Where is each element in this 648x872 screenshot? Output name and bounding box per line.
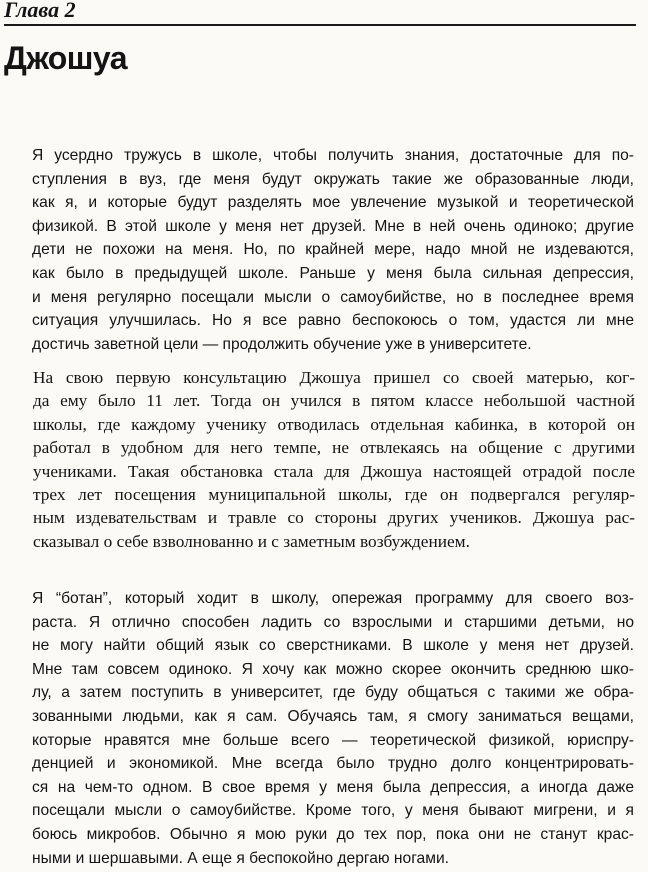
text-line: школы, где каждому ученику отводилась отдельная кабинка, в которой он bbox=[33, 414, 635, 434]
text-line: Я усердно тружусь в школе, чтобы получить знания, достаточные для по- bbox=[32, 147, 634, 164]
text-line: Я “ботан”, который ходит в школу, опережая программу для своего воз- bbox=[32, 590, 634, 607]
text-line: посещали мысли о самоубийстве. Кроме того, у меня бывают мигрени, и я bbox=[32, 802, 634, 820]
text-line: работал в удобном для него темпе, не отвлекаясь на общение с другими bbox=[33, 438, 635, 458]
text-line: боюсь микробов. Обычно я мою руки до тех пор, пока они не станут крас- bbox=[32, 825, 634, 843]
running-header bbox=[4, 0, 636, 26]
narrative-paragraph bbox=[33, 366, 635, 553]
text-line: ситуация улучшилась. Но я все равно беспокоюсь о том, удастся ли мне bbox=[32, 312, 634, 330]
section-title: Джошуа bbox=[4, 40, 128, 76]
text-line: ным издевательствам и травле со стороны других учеников. Джошуа рас- bbox=[33, 508, 635, 528]
text-line: которые нравятся мне больше всего — теоретической физикой, юриспру- bbox=[32, 731, 634, 749]
text-line: как было в предыдущей школе. Раньше у меня была сильная депрессия, bbox=[32, 264, 634, 282]
text-line: ступления в вуз, где меня будут окружать такие же образованные люди, bbox=[32, 170, 634, 188]
text-line: физикой. В этой школе у меня нет друзей. Мне в ней очень одиноко; другие bbox=[32, 217, 634, 235]
text-line: трех лет посещения муниципальной школы, где он подвергался регуляр- bbox=[33, 485, 635, 505]
text-line: сказывал о себе взволнованно и с заметным возбуждением. bbox=[33, 531, 470, 551]
text-line: и меня регулярно посещали мысли о самоубийстве, но в последнее время bbox=[32, 288, 634, 306]
text-line: лу, а затем поступить в университет, где буду общаться с такими же обра- bbox=[32, 684, 634, 702]
quote-paragraph-2 bbox=[32, 587, 634, 870]
text-line: учениками. Такая обстановка стала для Джошуа настоящей отрадой после bbox=[33, 461, 635, 481]
text-line: зованными людьми, как я сам. Обучаясь там, я смогу заниматься вещами, bbox=[32, 707, 634, 725]
text-line: достичь заветной цели — продолжить обучение уже в университете. bbox=[32, 335, 532, 353]
quote-paragraph-1 bbox=[32, 144, 634, 356]
text-line: На свою первую консультацию Джошуа пришел со своей матерью, ког- bbox=[33, 368, 635, 387]
text-line: раста. Я отлично способен ладить со взрослыми и старшими детьми, но bbox=[32, 613, 634, 631]
text-line: ся на чем-то одном. В свое время у меня была депрессия, а иногда даже bbox=[32, 778, 634, 796]
text-line: дети не похожи на меня. Но, по крайней мере, надо мной не издеваются, bbox=[32, 241, 634, 259]
text-line: не могу найти общий язык со сверстниками. В школе у меня нет друзей. bbox=[32, 637, 634, 655]
text-line: Мне там совсем одиноко. Я хочу как можно скорее окончить среднюю шко- bbox=[32, 660, 634, 678]
chapter-label: Глава 2 bbox=[4, 0, 76, 22]
text-line: как я, и которые будут разделять мое увлечение музыкой и теоретической bbox=[32, 194, 634, 212]
text-line: денцией и экономикой. Мне всегда было трудно долго концентрировать- bbox=[32, 755, 634, 773]
text-line: ными и шершавыми. А еще я беспокойно дергаю ногами. bbox=[32, 849, 449, 867]
text-line: да ему было 11 лет. Тогда он учился в пятом классе небольшой частной bbox=[33, 391, 635, 411]
